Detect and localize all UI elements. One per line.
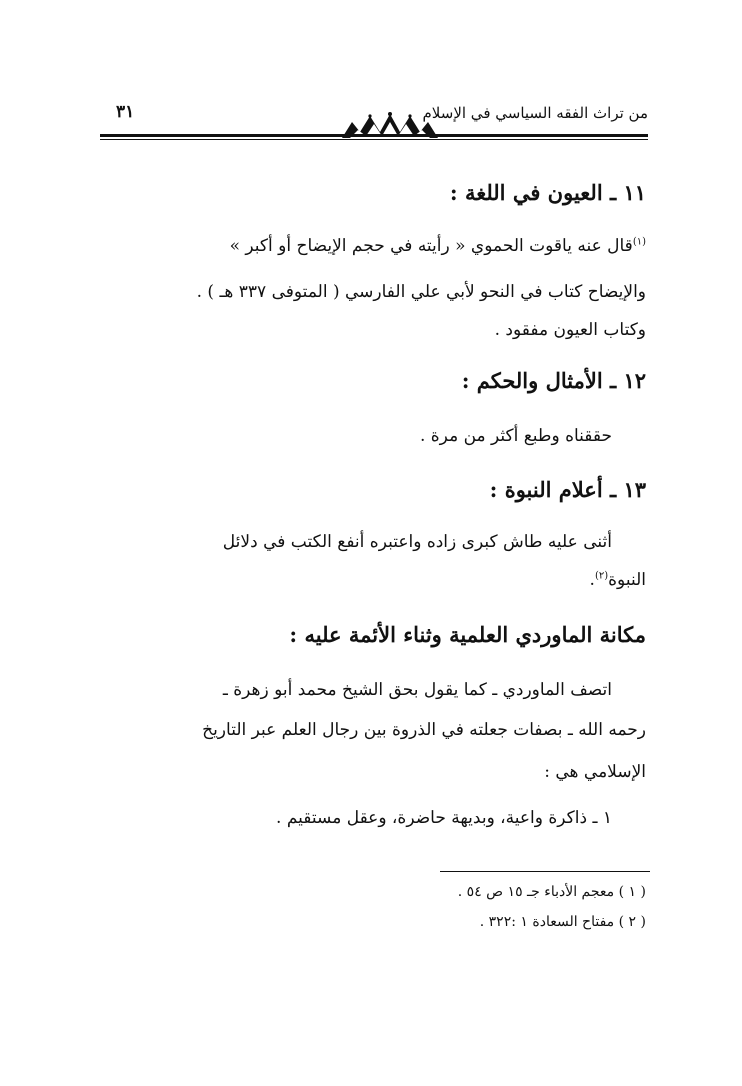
page-number: ٣١	[116, 102, 135, 122]
section-heading: ١٣ ـ أعلام النبوة :	[489, 477, 646, 502]
paragraph-line: النبوة$^{(٢)}$.	[589, 570, 646, 590]
paragraph-line: حققناه وطبع أكثر من مرة .	[419, 426, 612, 446]
footnote-ref: (٢)	[594, 570, 609, 582]
section-heading: مكانة الماوردي العلمية وثناء الأئمة عليه :	[289, 622, 646, 647]
footnote-text: مفتاح السعادة ١ :٣٢٢ .	[479, 914, 615, 930]
crown-ornament-icon	[340, 112, 440, 142]
section-heading: ١١ ـ العيون في اللغة :	[449, 180, 646, 205]
paragraph-line: الإسلامي هي :	[544, 762, 646, 782]
footnote-text: معجم الأدباء جـ ١٥ ص ٥٤ .	[457, 884, 615, 900]
header-rule-thick	[100, 134, 648, 137]
paragraph-line: رحمه الله ـ بصفات جعلته في الذروة بين رجال العلم عبر التاريخ	[202, 720, 646, 740]
paragraph-line: وكتاب العيون مفقود .	[494, 320, 646, 340]
footnote	[458, 884, 646, 900]
list-item: ١ ـ ذاكرة واعية، وبديهة حاضرة، وعقل مستقيم .	[276, 808, 612, 828]
section-heading: ١٢ ـ الأمثال والحكم :	[461, 368, 646, 393]
paragraph-line: أثنى عليه طاش كبرى زاده واعتبره أنفع الكتب في دلائل	[222, 532, 612, 552]
running-title: من تراث الفقه السياسي في الإسلام	[422, 104, 648, 122]
footnote-divider	[440, 871, 650, 872]
paragraph-line: والإيضاح كتاب في النحو لأبي علي الفارسي ( المتوفى ٣٣٧ هـ ) .	[196, 282, 646, 302]
footnote-number: ( ١ )	[618, 884, 646, 900]
header-rule-thin	[100, 139, 648, 140]
footnote-number: ( ٢ )	[618, 914, 646, 930]
page-header	[100, 100, 648, 150]
paragraph-line: $^{(١)}$قال عنه ياقوت الحموي « رأيته في حجم الإيضاح أو أكبر »	[229, 236, 646, 256]
footnote	[480, 914, 646, 930]
footnote-ref: (١)	[632, 236, 646, 248]
paragraph-line: اتصف الماوردي ـ كما يقول بحق الشيخ محمد أبو زهرة ـ	[222, 680, 612, 700]
